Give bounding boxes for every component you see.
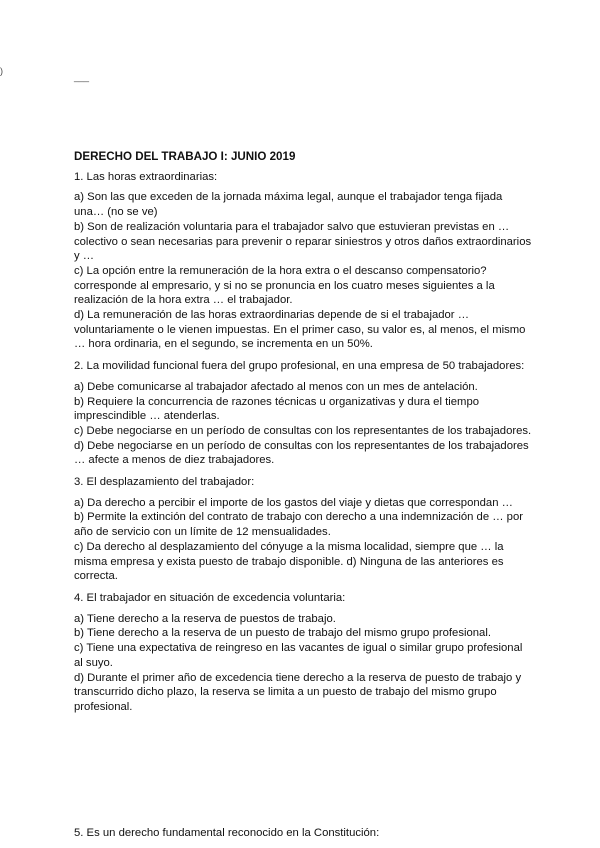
margin-mark: ): [0, 66, 3, 76]
option-c: c) Tiene una expectativa de reingreso en las vacantes de igual o similar grupo profesional al suyo.: [74, 642, 523, 669]
option-d: d) Debe negociarse en un período de consultas con los representantes de los trabajadores … afecte a menos de diez trabajadores.: [74, 439, 529, 467]
question-text: 4. El trabajador en situación de excedencia voluntaria:: [74, 591, 346, 604]
question-block-4: [74, 591, 534, 715]
option-a: a) Da derecho a percibir el importe de los gastos del viaje y dietas que correspondan …: [74, 496, 513, 509]
option-d: d) La remuneración de las horas extraordinarias depende de si el trabajador … voluntariamente o le vienen impuestas. En el primer caso, su valor es, al menos, el mismo … hora ordinaria, en el segundo, se incrementa en un 50%.: [74, 309, 526, 351]
question-block-2: [74, 359, 534, 468]
option-a: a) Tiene derecho a la reserva de puestos de trabajo.: [74, 612, 336, 625]
page-title: DERECHO DEL TRABAJO I: JUNIO 2019: [74, 150, 296, 163]
question-text: 2. La movilidad funcional fuera del grupo profesional, en una empresa de 50 trabajadores:: [74, 360, 525, 373]
option-d: d) Durante el primer año de excedencia tiene derecho a la reserva de puesto de trabajo y transcurrido dicho plazo, la reserva se limita a un puesto de trabajo del mismo grupo profesional.: [74, 671, 522, 713]
option-b: b) Son de realización voluntaria para el trabajador salvo que estuvieran previstas en … colectivo o sean necesarias para prevenir o reparar siniestros y otros daños extraordinarios y …: [74, 220, 532, 263]
option-a: a) Debe comunicarse al trabajador afectado al menos con un mes de antelación.: [74, 380, 478, 393]
document-body: [74, 150, 534, 722]
question-block-1: [74, 170, 534, 352]
option-a: a) Son las que exceden de la jornada máxima legal, aunque el trabajador tenga fijada una… (no se ve): [74, 191, 503, 219]
question-text: 1. Las horas extraordinarias:: [74, 170, 218, 183]
question-text: 3. El desplazamiento del trabajador:: [74, 476, 255, 489]
option-b: b) Tiene derecho a la reserva de un puesto de trabajo del mismo grupo profesional.: [74, 627, 491, 640]
option-c: c) La opción entre la remuneración de la hora extra o el descanso compensatorio? corresponde al empresario, y si no se pronuncia en los cuatro meses siguientes a la realización de la hora extra … el trabajador.: [74, 264, 495, 307]
question-5-text: 5. Es un derecho fundamental reconocido en la Constitución:: [74, 827, 380, 839]
option-c: c) Da derecho al desplazamiento del cónyuge a la misma localidad, siempre que … la misma empresa y exista puesto de trabajo disponible. d) Ninguna de las anteriores es correcta.: [74, 540, 504, 583]
option-b: b) Permite la extinción del contrato de trabajo con derecho a una indemnización de … por año de servicio con un límite de 12 mensualidades.: [74, 511, 524, 539]
option-b: b) Requiere la concurrencia de razones técnicas u organizativas y dura el tiempo imprescindible … atenderlas.: [74, 395, 480, 423]
top-mark: ___: [74, 72, 90, 82]
option-c: c) Debe negociarse en un período de consultas con los representantes de los trabajadores.: [74, 424, 532, 437]
question-block-3: [74, 475, 534, 584]
